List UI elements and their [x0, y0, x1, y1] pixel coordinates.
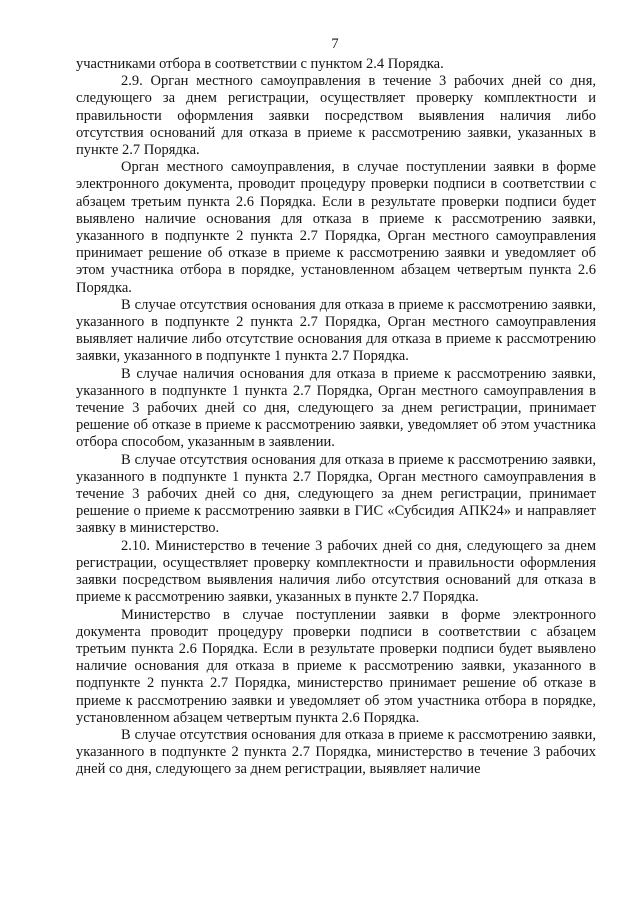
paragraph-no-grounds-subitem-1: В случае отсутствия основания для отказа в приеме к рассмотрению заявки, указанного в подпункте 1 пункта 2.7 Порядка, Орган местного самоуправления в течение 3 рабочих дней со дня, следующего за днем регистрации, принимает решение о приеме к рассмотрению заявки в ГИС «Субсидия АПК24» и направляет заявку в министерство.: [76, 451, 596, 537]
paragraph-grounds-subitem-1: В случае наличия основания для отказа в приеме к рассмотрению заявки, указанного в подпункте 1 пункта 2.7 Порядка, Орган местного самоуправления в течение 3 рабочих дней со дня, следующего за днем регистрации, принимает решение об отказе в приеме к рассмотрению заявки, уведомляет об этом участника отбора способом, указанным в заявлении.: [76, 365, 596, 451]
paragraph-local-authority-signature-check: Орган местного самоуправления, в случае поступлении заявки в форме электронного документа, проводит процедуру проверки подписи в соответствии с абзацем третьим пункта 2.6 Порядка. Если в результате проверки подписи будет выявлено наличие основания для отказа в приеме к рассмотрению заявки, указанного в подпункте 2 пункта 2.7 Порядка, Орган местного самоуправления принимает решение об отказе в приеме к рассмотрению заявки и уведомляет об этом участника отбора в порядке, установленном абзацем четвертым пункта 2.6 Порядка.: [76, 159, 596, 296]
paragraph-ministry-signature-check: Министерство в случае поступлении заявки в форме электронного документа проводит процедуру проверки подписи в соответствии с абзацем третьим пункта 2.6 Порядка. Если в результате проверки подписи будет выявлено наличие основания для отказа в приеме к рассмотрению заявки, указанного в подпункте 2 пункта 2.7 Порядка, министерство принимает решение об отказе в приеме к рассмотрению заявки и уведомляет об этом участника отбора в порядке, установленном абзацем четвертым пункта 2.6 Порядка.: [76, 606, 596, 726]
document-body: [76, 56, 596, 779]
paragraph-2-9: 2.9. Орган местного самоуправления в течение 3 рабочих дней со дня, следующего за днем регистрации, осуществляет проверку комплектности и правильности оформления заявки посредством выявления наличия либо отсутствия оснований для отказа в приеме к рассмотрению заявки, указанных в пункте 2.7 Порядка.: [76, 73, 596, 159]
paragraph-2-10: 2.10. Министерство в течение 3 рабочих дней со дня, следующего за днем регистрации, осуществляет проверку комплектности и правильности оформления заявки посредством выявления наличия либо отсутствия оснований для отказа в приеме к рассмотрению заявки, указанных в пункте 2.7 Порядка.: [76, 537, 596, 606]
paragraph-no-grounds-subitem-2: В случае отсутствия основания для отказа в приеме к рассмотрению заявки, указанного в подпункте 2 пункта 2.7 Порядка, Орган местного самоуправления выявляет наличие либо отсутствие основания для отказа в приеме к рассмотрению заявки, указанного в подпункте 1 пункта 2.7 Порядка.: [76, 296, 596, 365]
page-number: 7: [331, 36, 339, 52]
paragraph-ministry-no-grounds: В случае отсутствия основания для отказа в приеме к рассмотрению заявки, указанного в подпункте 2 пункта 2.7 Порядка, министерство в течение 3 рабочих дней со дня, следующего за днем регистрации, выявляет наличие: [76, 726, 596, 778]
paragraph-continuation: участниками отбора в соответствии с пунктом 2.4 Порядка.: [76, 56, 444, 72]
